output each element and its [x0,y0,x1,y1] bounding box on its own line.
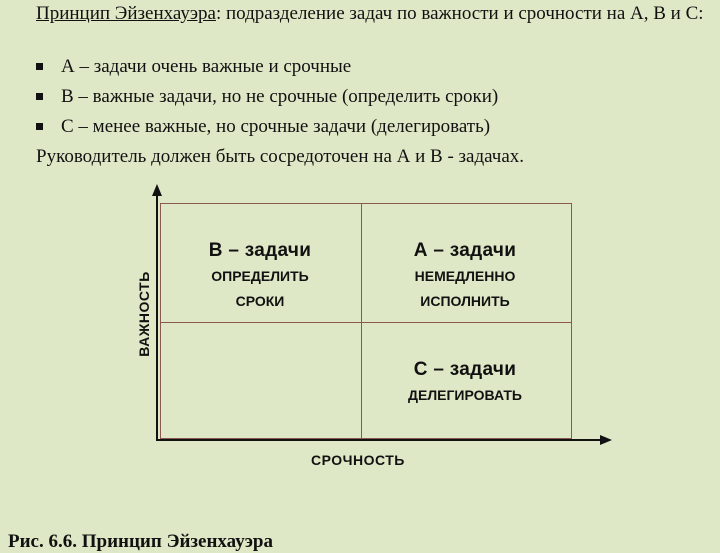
matrix-horizontal-divider [160,322,572,323]
quadrant-a-line2: ИСПОЛНИТЬ [420,293,510,309]
quadrant-b-line1: ОПРЕДЕЛИТЬ [211,268,309,284]
quadrant-c-line1: ДЕЛЕГИРОВАТЬ [408,387,522,403]
figure-caption: Рис. 6.6. Принцип Эйзенхауэра [8,531,273,552]
quadrant-a-title: А – задачи [413,240,517,261]
x-axis-arrow-icon [600,435,612,445]
intro-title: Принцип Эйзенхауэра [36,3,216,24]
conclusion-text: Руководитель должен быть сосредоточен на А и В - задачах. [36,146,525,167]
bullet-text-a: А – задачи очень важные и срочные [61,56,352,77]
x-axis-label: СРОЧНОСТЬ [311,452,405,468]
quadrant-c-title: С – задачи [413,359,517,380]
quadrant-c [370,357,560,408]
quadrant-b [180,238,340,314]
intro-text: : подразделение задач по важности и срочности на А, В и С: [215,3,704,24]
bullet-text-c: С – менее важные, но срочные задачи (делегировать) [61,116,491,137]
quadrant-a [375,238,555,314]
quadrant-b-line2: СРОКИ [235,293,285,309]
y-axis-arrow-icon [152,184,162,196]
matrix-vertical-divider [361,203,362,439]
y-axis-label: ВАЖНОСТЬ [136,271,152,357]
bullet-text-b: В – важные задачи, но не срочные (определить сроки) [61,86,499,107]
quadrant-b-title: В – задачи [208,240,312,261]
quadrant-a-line1: НЕМЕДЛЕННО [414,268,516,284]
